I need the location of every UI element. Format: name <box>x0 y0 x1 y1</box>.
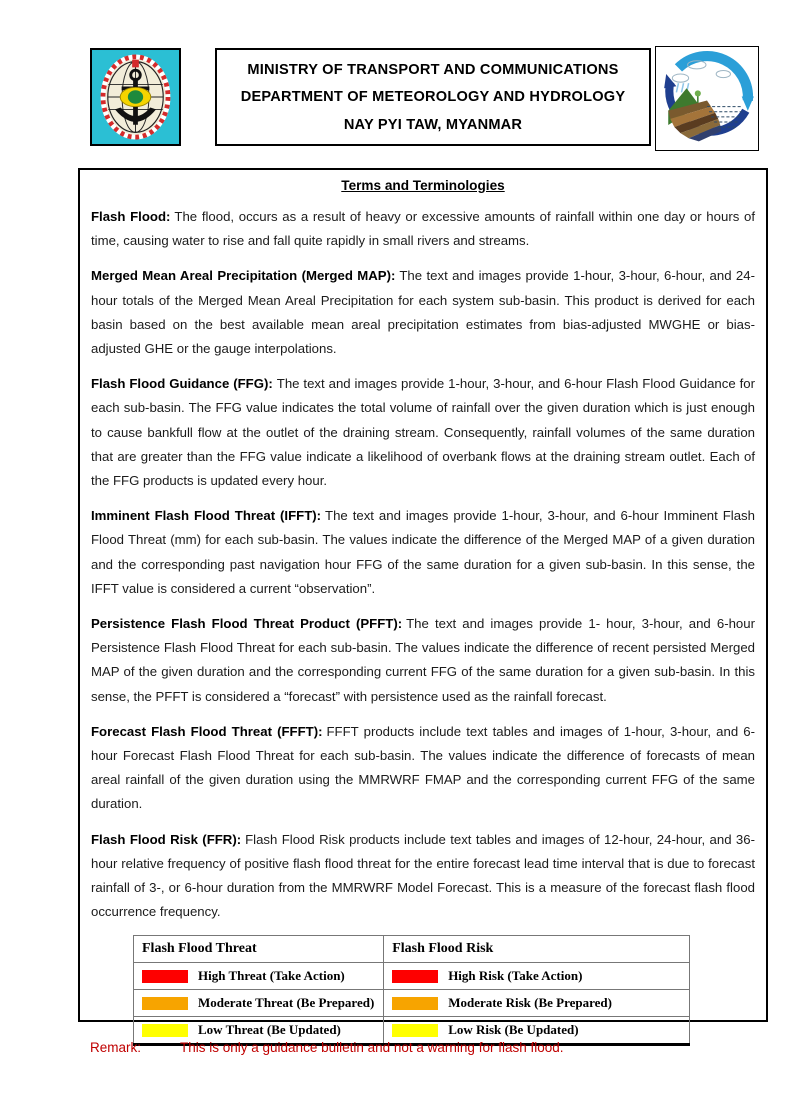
dmh-logo-icon <box>655 46 759 151</box>
legend-header-row <box>134 936 690 963</box>
low-risk-label: Low Risk (Be Updated) <box>448 1022 579 1038</box>
term-lead: Forecast Flash Flood Threat (FFFT): <box>91 723 323 739</box>
legend-header-threat: Flash Flood Threat <box>134 936 384 963</box>
term-text: FFFT products include text tables and images of 1-hour, 3-hour, and 6-hour Forecast Flash Flood Threat for each sub-basin. The values indicate the difference of forecasts of mean areal rainfall of the given duration using the MMRWRF FMAP and the corresponding current FFG of the same duration. <box>91 723 755 812</box>
term-merged-map <box>91 264 755 361</box>
header-line-ministry: MINISTRY OF TRANSPORT AND COMMUNICATIONS <box>247 61 619 78</box>
header-line-location: NAY PYI TAW, MYANMAR <box>343 116 523 133</box>
high-risk-color-swatch <box>392 970 438 983</box>
term-pfft <box>91 612 755 709</box>
term-lead: Flash Flood Risk (FFR): <box>91 831 242 847</box>
legend-table-wrap <box>133 935 690 1046</box>
term-lead: Persistence Flash Flood Threat Product (PFFT): <box>91 616 403 632</box>
low-threat-label: Low Threat (Be Updated) <box>198 1022 341 1038</box>
remark-label: Remark: <box>90 1040 142 1055</box>
term-ifft <box>91 504 755 601</box>
low-risk-color-swatch <box>392 1024 438 1037</box>
legend-row-high <box>134 963 690 990</box>
term-text: The text and images provide 1-hour, 3-hour, and 6-hour Flash Flood Guidance for each sub-basin. The FFG value indicates the total volume of rainfall over the given duration which is just enough to cause bankfull flow at the outlet of the draining stream. Consequently, rainfall volumes of the same duration that are greater than the FFG value indicate a likelihood of overbank flows at the draining stream outlet. Each of the FFG products is updated every hour. <box>91 376 755 489</box>
page-title: Terms and Terminologies <box>341 178 505 193</box>
term-text: The flood, occurs as a result of heavy or excessive amounts of rainfall within one day or hours of time, causing water to rise and fall quite rapidly in small rivers and streams. <box>91 209 755 249</box>
terms-box <box>78 168 768 1038</box>
term-lead: Imminent Flash Flood Threat (IFFT): <box>91 508 322 524</box>
header-title-block <box>215 48 651 146</box>
term-lead: Flash Flood: <box>91 209 171 224</box>
moderate-threat-color-swatch <box>142 997 188 1010</box>
high-threat-label: High Threat (Take Action) <box>198 968 345 984</box>
motc-seal-graphic <box>92 50 179 144</box>
moderate-risk-label: Moderate Risk (Be Prepared) <box>448 995 612 1011</box>
high-risk-label: High Risk (Take Action) <box>448 968 583 984</box>
motc-seal-icon <box>90 48 181 146</box>
remark-text: This is only a guidance bulletin and not a warning for flash flood. <box>180 1040 564 1055</box>
legend-row-moderate <box>134 990 690 1017</box>
term-lead: Merged Mean Areal Precipitation (Merged MAP): <box>91 268 396 284</box>
term-text: The text and images provide 1- hour, 3-hour, and 6-hour Persistence Flash Flood Threat for each sub-basin. The values indicate the difference of recent persisted Merged MAP of the given duration and the corresponding current FFG of the same duration for a given sub-basin. In this sense, the PFFT is considered a “forecast” with persistence used as the rainfall forecast. <box>91 616 755 704</box>
low-threat-color-swatch <box>142 1024 188 1037</box>
moderate-risk-color-swatch <box>392 997 438 1010</box>
term-ffft <box>91 720 755 817</box>
high-threat-color-swatch <box>142 970 188 983</box>
remark <box>90 1040 563 1055</box>
term-ffg <box>91 372 755 493</box>
term-lead: Flash Flood Guidance (FFG): <box>91 376 273 392</box>
legend-header-risk: Flash Flood Risk <box>384 936 690 963</box>
term-text: Flash Flood Risk products include text tables and images of 12-hour, 24-hour, and 36-hour relative frequency of positive flash flood threat for the entire forecast lead time interval that is due to forecast rainfall of 3-, or 6-hour duration from the MMRWRF Model Forecast. This is a measure of the forecast flash flood occurrence frequency. <box>91 831 755 920</box>
moderate-threat-label: Moderate Threat (Be Prepared) <box>198 995 375 1011</box>
legend-table <box>133 935 690 1046</box>
header-line-department: DEPARTMENT OF METEOROLOGY AND HYDROLOGY <box>240 89 626 105</box>
term-ffr <box>91 828 755 925</box>
dmh-water-cycle-graphic <box>656 47 758 150</box>
term-text: The text and images provide 1-hour, 3-hour, and 6-hour Imminent Flash Flood Threat (mm) for each sub-basin. The values indicate the difference of the Merged MAP of a given duration and the corresponding past navigation hour FFG of the same duration for a given sub-basin. In this sense, the IFFT value is considered a current “observation”. <box>91 508 755 596</box>
term-text: The text and images provide 1-hour, 3-hour, 6-hour, and 24-hour totals of the Merged Mean Areal Precipitation for each system sub-basin. This product is derived for each basin based on the best available mean areal precipitation estimates from bias-adjusted MWGHE or bias-adjusted GHE or the gauge interpolations. <box>91 268 755 357</box>
term-flash-flood <box>91 205 755 253</box>
